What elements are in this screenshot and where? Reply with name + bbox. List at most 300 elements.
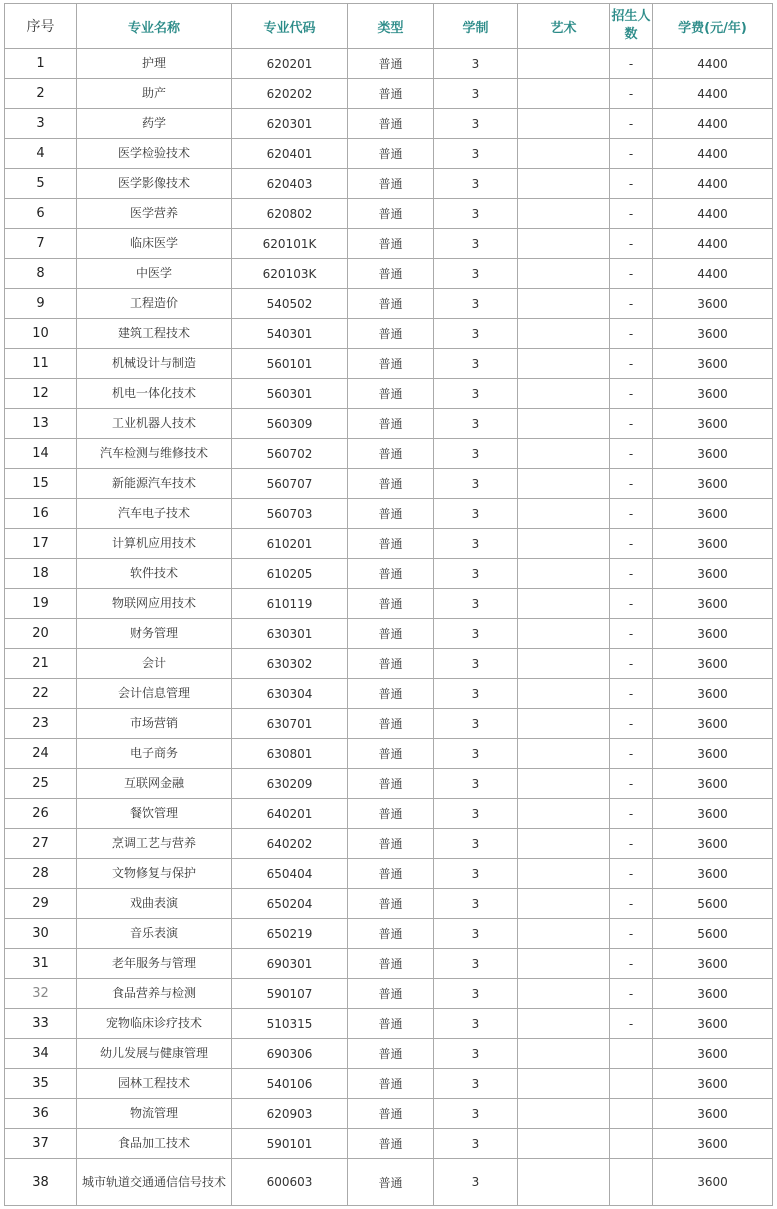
cell-art: [518, 1099, 610, 1129]
cell-type: 普通: [348, 679, 434, 709]
cell-enroll: [610, 1069, 653, 1099]
cell-code: 510315: [232, 1009, 348, 1039]
cell-fee: 3600: [653, 949, 773, 979]
cell-code: 630209: [232, 769, 348, 799]
cell-seq: 19: [5, 589, 77, 619]
cell-years: 3: [434, 109, 518, 139]
cell-seq: 32: [5, 979, 77, 1009]
table-body: [5, 49, 773, 1206]
cell-years: 3: [434, 679, 518, 709]
cell-enroll: -: [610, 649, 653, 679]
cell-name: 机械设计与制造: [77, 349, 232, 379]
cell-art: [518, 499, 610, 529]
cell-name: 食品加工技术: [77, 1129, 232, 1159]
cell-art: [518, 439, 610, 469]
cell-enroll: -: [610, 49, 653, 79]
cell-enroll: -: [610, 79, 653, 109]
cell-years: 3: [434, 1009, 518, 1039]
table-row: [5, 859, 773, 889]
table-row: [5, 1009, 773, 1039]
cell-seq: 4: [5, 139, 77, 169]
header-art: 艺术: [518, 4, 610, 49]
table-row: [5, 469, 773, 499]
table-row: [5, 169, 773, 199]
cell-fee: 4400: [653, 79, 773, 109]
cell-seq: 8: [5, 259, 77, 289]
cell-fee: 3600: [653, 739, 773, 769]
cell-seq: 24: [5, 739, 77, 769]
cell-type: 普通: [348, 1009, 434, 1039]
cell-enroll: -: [610, 679, 653, 709]
cell-fee: 3600: [653, 589, 773, 619]
cell-art: [518, 259, 610, 289]
cell-type: 普通: [348, 79, 434, 109]
cell-years: 3: [434, 1129, 518, 1159]
cell-fee: 3600: [653, 439, 773, 469]
cell-years: 3: [434, 619, 518, 649]
cell-name: 助产: [77, 79, 232, 109]
cell-enroll: -: [610, 139, 653, 169]
table-row: [5, 649, 773, 679]
cell-fee: 3600: [653, 649, 773, 679]
cell-art: [518, 1129, 610, 1159]
cell-enroll: -: [610, 319, 653, 349]
cell-enroll: -: [610, 379, 653, 409]
cell-name: 护理: [77, 49, 232, 79]
cell-art: [518, 919, 610, 949]
cell-code: 620101K: [232, 229, 348, 259]
cell-code: 560309: [232, 409, 348, 439]
cell-seq: 28: [5, 859, 77, 889]
cell-seq: 10: [5, 319, 77, 349]
cell-name: 建筑工程技术: [77, 319, 232, 349]
cell-enroll: -: [610, 349, 653, 379]
cell-enroll: -: [610, 229, 653, 259]
cell-seq: 15: [5, 469, 77, 499]
cell-enroll: [610, 1039, 653, 1069]
cell-seq: 33: [5, 1009, 77, 1039]
cell-code: 620802: [232, 199, 348, 229]
cell-code: 620903: [232, 1099, 348, 1129]
cell-years: 3: [434, 559, 518, 589]
header-years: 学制: [434, 4, 518, 49]
cell-type: 普通: [348, 739, 434, 769]
cell-type: 普通: [348, 379, 434, 409]
cell-name: 药学: [77, 109, 232, 139]
header-code: 专业代码: [232, 4, 348, 49]
cell-fee: 3600: [653, 289, 773, 319]
cell-seq: 36: [5, 1099, 77, 1129]
cell-code: 650204: [232, 889, 348, 919]
cell-seq: 25: [5, 769, 77, 799]
cell-seq: 27: [5, 829, 77, 859]
cell-seq: 30: [5, 919, 77, 949]
cell-art: [518, 1069, 610, 1099]
cell-name: 物流管理: [77, 1099, 232, 1129]
cell-fee: 3600: [653, 979, 773, 1009]
cell-name: 机电一体化技术: [77, 379, 232, 409]
cell-code: 690301: [232, 949, 348, 979]
cell-type: 普通: [348, 259, 434, 289]
cell-art: [518, 139, 610, 169]
cell-name: 电子商务: [77, 739, 232, 769]
cell-name: 老年服务与管理: [77, 949, 232, 979]
cell-name: 园林工程技术: [77, 1069, 232, 1099]
cell-name: 工程造价: [77, 289, 232, 319]
cell-type: 普通: [348, 889, 434, 919]
cell-name: 工业机器人技术: [77, 409, 232, 439]
cell-years: 3: [434, 499, 518, 529]
cell-years: 3: [434, 169, 518, 199]
cell-art: [518, 79, 610, 109]
cell-years: 3: [434, 529, 518, 559]
cell-years: 3: [434, 1099, 518, 1129]
cell-years: 3: [434, 409, 518, 439]
table-row: [5, 49, 773, 79]
cell-art: [518, 109, 610, 139]
cell-art: [518, 529, 610, 559]
cell-years: 3: [434, 769, 518, 799]
cell-fee: 3600: [653, 619, 773, 649]
cell-code: 540106: [232, 1069, 348, 1099]
cell-seq: 20: [5, 619, 77, 649]
cell-name: 软件技术: [77, 559, 232, 589]
cell-fee: 4400: [653, 109, 773, 139]
cell-enroll: -: [610, 529, 653, 559]
cell-fee: 3600: [653, 409, 773, 439]
cell-code: 560101: [232, 349, 348, 379]
cell-seq: 22: [5, 679, 77, 709]
cell-art: [518, 859, 610, 889]
table-row: [5, 79, 773, 109]
cell-seq: 6: [5, 199, 77, 229]
table-row: [5, 439, 773, 469]
cell-seq: 26: [5, 799, 77, 829]
cell-type: 普通: [348, 979, 434, 1009]
cell-name: 宠物临床诊疗技术: [77, 1009, 232, 1039]
cell-type: 普通: [348, 349, 434, 379]
cell-art: [518, 229, 610, 259]
cell-enroll: -: [610, 949, 653, 979]
table-row: [5, 559, 773, 589]
cell-fee: 3600: [653, 499, 773, 529]
table-row: [5, 109, 773, 139]
cell-type: 普通: [348, 919, 434, 949]
cell-years: 3: [434, 49, 518, 79]
cell-enroll: -: [610, 739, 653, 769]
table-row: [5, 499, 773, 529]
cell-enroll: [610, 1159, 653, 1206]
cell-years: 3: [434, 649, 518, 679]
cell-fee: 5600: [653, 889, 773, 919]
header-seq: 序号: [5, 4, 77, 49]
cell-name: 烹调工艺与营养: [77, 829, 232, 859]
cell-fee: 3600: [653, 1129, 773, 1159]
cell-name: 中医学: [77, 259, 232, 289]
cell-code: 560707: [232, 469, 348, 499]
cell-type: 普通: [348, 139, 434, 169]
cell-name: 音乐表演: [77, 919, 232, 949]
cell-enroll: -: [610, 109, 653, 139]
cell-code: 620401: [232, 139, 348, 169]
cell-code: 690306: [232, 1039, 348, 1069]
cell-years: 3: [434, 919, 518, 949]
header-name: 专业名称: [77, 4, 232, 49]
cell-type: 普通: [348, 1129, 434, 1159]
cell-enroll: -: [610, 499, 653, 529]
cell-fee: 3600: [653, 829, 773, 859]
cell-enroll: -: [610, 1009, 653, 1039]
cell-enroll: -: [610, 829, 653, 859]
cell-code: 630302: [232, 649, 348, 679]
cell-code: 620201: [232, 49, 348, 79]
cell-code: 560702: [232, 439, 348, 469]
table-row: [5, 679, 773, 709]
cell-code: 540301: [232, 319, 348, 349]
cell-fee: 3600: [653, 1039, 773, 1069]
cell-years: 3: [434, 79, 518, 109]
cell-years: 3: [434, 439, 518, 469]
cell-code: 590107: [232, 979, 348, 1009]
cell-type: 普通: [348, 289, 434, 319]
cell-years: 3: [434, 949, 518, 979]
cell-seq: 35: [5, 1069, 77, 1099]
cell-type: 普通: [348, 829, 434, 859]
cell-years: 3: [434, 979, 518, 1009]
cell-type: 普通: [348, 229, 434, 259]
cell-name: 新能源汽车技术: [77, 469, 232, 499]
cell-name: 会计信息管理: [77, 679, 232, 709]
cell-art: [518, 739, 610, 769]
cell-years: 3: [434, 709, 518, 739]
cell-type: 普通: [348, 1099, 434, 1129]
cell-type: 普通: [348, 709, 434, 739]
cell-art: [518, 679, 610, 709]
cell-enroll: -: [610, 799, 653, 829]
cell-fee: 3600: [653, 769, 773, 799]
cell-seq: 16: [5, 499, 77, 529]
cell-name: 计算机应用技术: [77, 529, 232, 559]
cell-fee: 3600: [653, 1069, 773, 1099]
cell-type: 普通: [348, 439, 434, 469]
cell-art: [518, 829, 610, 859]
cell-enroll: -: [610, 469, 653, 499]
cell-code: 630801: [232, 739, 348, 769]
cell-code: 610201: [232, 529, 348, 559]
cell-code: 650219: [232, 919, 348, 949]
cell-enroll: -: [610, 619, 653, 649]
cell-seq: 13: [5, 409, 77, 439]
table-row: [5, 529, 773, 559]
header-fee: 学费(元/年): [653, 4, 773, 49]
cell-art: [518, 979, 610, 1009]
cell-type: 普通: [348, 499, 434, 529]
cell-type: 普通: [348, 49, 434, 79]
cell-fee: 4400: [653, 139, 773, 169]
cell-fee: 3600: [653, 379, 773, 409]
cell-fee: 3600: [653, 319, 773, 349]
cell-type: 普通: [348, 199, 434, 229]
cell-code: 630301: [232, 619, 348, 649]
cell-name: 医学营养: [77, 199, 232, 229]
cell-fee: 3600: [653, 349, 773, 379]
cell-code: 610119: [232, 589, 348, 619]
cell-fee: 3600: [653, 799, 773, 829]
cell-art: [518, 949, 610, 979]
cell-name: 幼儿发展与健康管理: [77, 1039, 232, 1069]
cell-code: 630304: [232, 679, 348, 709]
table-row: [5, 259, 773, 289]
table-row: [5, 139, 773, 169]
cell-fee: 3600: [653, 1159, 773, 1206]
cell-seq: 34: [5, 1039, 77, 1069]
cell-name: 互联网金融: [77, 769, 232, 799]
cell-type: 普通: [348, 529, 434, 559]
cell-name: 文物修复与保护: [77, 859, 232, 889]
table-row: [5, 979, 773, 1009]
cell-type: 普通: [348, 1039, 434, 1069]
table-row: [5, 919, 773, 949]
cell-type: 普通: [348, 769, 434, 799]
cell-enroll: [610, 1129, 653, 1159]
cell-type: 普通: [348, 649, 434, 679]
cell-fee: 4400: [653, 49, 773, 79]
cell-enroll: -: [610, 589, 653, 619]
cell-name: 会计: [77, 649, 232, 679]
cell-seq: 1: [5, 49, 77, 79]
cell-fee: 4400: [653, 199, 773, 229]
cell-enroll: [610, 1099, 653, 1129]
cell-seq: 17: [5, 529, 77, 559]
table-row: [5, 769, 773, 799]
cell-years: 3: [434, 1069, 518, 1099]
cell-enroll: -: [610, 289, 653, 319]
cell-code: 590101: [232, 1129, 348, 1159]
cell-enroll: -: [610, 919, 653, 949]
table-row: [5, 799, 773, 829]
cell-code: 540502: [232, 289, 348, 319]
cell-name: 医学影像技术: [77, 169, 232, 199]
cell-seq: 11: [5, 349, 77, 379]
cell-code: 640201: [232, 799, 348, 829]
cell-years: 3: [434, 739, 518, 769]
cell-art: [518, 199, 610, 229]
table-row: [5, 949, 773, 979]
cell-art: [518, 769, 610, 799]
cell-years: 3: [434, 799, 518, 829]
cell-years: 3: [434, 349, 518, 379]
cell-fee: 3600: [653, 469, 773, 499]
cell-enroll: -: [610, 439, 653, 469]
cell-years: 3: [434, 289, 518, 319]
cell-art: [518, 889, 610, 919]
table-header-row: [5, 4, 773, 49]
cell-years: 3: [434, 829, 518, 859]
cell-fee: 3600: [653, 559, 773, 589]
cell-type: 普通: [348, 409, 434, 439]
cell-fee: 4400: [653, 229, 773, 259]
cell-name: 临床医学: [77, 229, 232, 259]
cell-years: 3: [434, 199, 518, 229]
cell-type: 普通: [348, 799, 434, 829]
cell-seq: 18: [5, 559, 77, 589]
cell-type: 普通: [348, 589, 434, 619]
cell-fee: 3600: [653, 709, 773, 739]
table-row: [5, 1159, 773, 1206]
cell-name: 市场营销: [77, 709, 232, 739]
cell-years: 3: [434, 889, 518, 919]
cell-seq: 5: [5, 169, 77, 199]
cell-seq: 29: [5, 889, 77, 919]
cell-seq: 14: [5, 439, 77, 469]
cell-enroll: -: [610, 709, 653, 739]
cell-years: 3: [434, 259, 518, 289]
cell-code: 630701: [232, 709, 348, 739]
cell-art: [518, 1009, 610, 1039]
majors-table: [4, 3, 773, 1206]
cell-name: 戏曲表演: [77, 889, 232, 919]
cell-seq: 38: [5, 1159, 77, 1206]
cell-fee: 3600: [653, 679, 773, 709]
cell-art: [518, 319, 610, 349]
cell-enroll: -: [610, 559, 653, 589]
cell-enroll: -: [610, 769, 653, 799]
cell-fee: 5600: [653, 919, 773, 949]
cell-enroll: -: [610, 409, 653, 439]
cell-art: [518, 1039, 610, 1069]
table-row: [5, 229, 773, 259]
cell-enroll: -: [610, 259, 653, 289]
cell-seq: 9: [5, 289, 77, 319]
cell-seq: 3: [5, 109, 77, 139]
cell-type: 普通: [348, 619, 434, 649]
cell-type: 普通: [348, 949, 434, 979]
table-row: [5, 709, 773, 739]
cell-enroll: -: [610, 199, 653, 229]
cell-code: 620301: [232, 109, 348, 139]
cell-code: 560301: [232, 379, 348, 409]
table-row: [5, 829, 773, 859]
cell-name: 餐饮管理: [77, 799, 232, 829]
cell-art: [518, 409, 610, 439]
cell-fee: 3600: [653, 1009, 773, 1039]
cell-art: [518, 799, 610, 829]
cell-seq: 21: [5, 649, 77, 679]
cell-type: 普通: [348, 1069, 434, 1099]
table-row: [5, 289, 773, 319]
cell-years: 3: [434, 139, 518, 169]
table-row: [5, 1099, 773, 1129]
cell-art: [518, 559, 610, 589]
cell-fee: 3600: [653, 1099, 773, 1129]
cell-art: [518, 619, 610, 649]
cell-art: [518, 379, 610, 409]
cell-art: [518, 349, 610, 379]
cell-art: [518, 649, 610, 679]
cell-type: 普通: [348, 319, 434, 349]
table-row: [5, 1039, 773, 1069]
cell-seq: 23: [5, 709, 77, 739]
cell-art: [518, 469, 610, 499]
cell-years: 3: [434, 379, 518, 409]
table-row: [5, 739, 773, 769]
table-row: [5, 589, 773, 619]
table-row: [5, 319, 773, 349]
cell-years: 3: [434, 1039, 518, 1069]
cell-name: 城市轨道交通通信信号技术: [77, 1159, 232, 1206]
cell-type: 普通: [348, 559, 434, 589]
cell-name: 汽车电子技术: [77, 499, 232, 529]
